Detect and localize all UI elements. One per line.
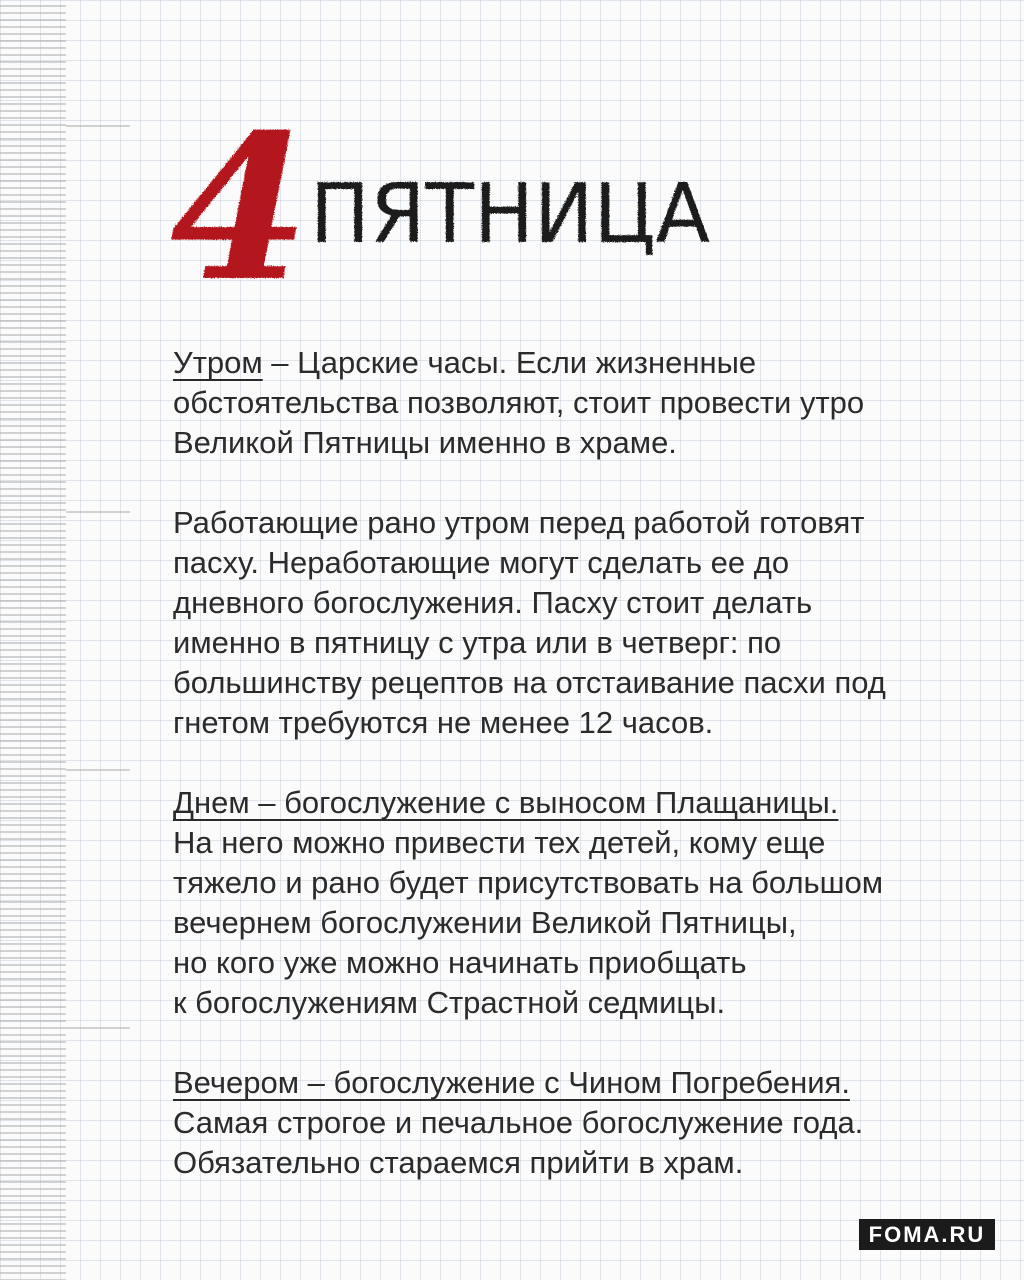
text-span: большинству рецептов на отстаивание пасхи под <box>173 665 886 700</box>
text-span: Самая строгое и печальное богослужение года. <box>173 1105 864 1140</box>
paragraph <box>173 1063 1003 1183</box>
text-span: к богослужениям Страстной седмицы. <box>173 985 726 1020</box>
text-line <box>173 1103 1003 1143</box>
text-span: обстоятельства позволяют, стоит провести утро <box>173 385 865 420</box>
text-line <box>173 903 1003 943</box>
underlined-heading: Вечером – богослужение с Чином Погребения. <box>173 1065 850 1100</box>
text-line <box>173 623 1003 663</box>
header-lettering <box>170 91 770 326</box>
ruler-tick <box>66 769 130 771</box>
text-line <box>173 423 1003 463</box>
text-span: пасху. Неработающие могут сделать ее до <box>173 545 790 580</box>
underlined-heading: Днем – богослужение с выносом Плащаницы. <box>173 785 839 820</box>
text-line <box>173 783 1003 823</box>
text-span: Обязательно стараемся прийти в храм. <box>173 1145 744 1180</box>
paragraph <box>173 783 1003 1023</box>
text-line <box>173 503 1003 543</box>
text-line <box>173 943 1003 983</box>
text-line <box>173 583 1003 623</box>
text-line <box>173 663 1003 703</box>
main-text <box>173 343 1003 1183</box>
text-span: тяжело и рано будет присутствовать на большом <box>173 865 884 900</box>
site-logo: FOMA.RU <box>859 1219 995 1250</box>
text-line <box>173 343 1003 383</box>
text-line <box>173 543 1003 583</box>
text-line <box>173 863 1003 903</box>
ruler-tick <box>66 511 130 513</box>
text-span: дневного богослужения. Пасху стоит делать <box>173 585 813 620</box>
ruler-tick <box>66 125 130 127</box>
day-title: ПЯТНИЦА <box>310 167 710 262</box>
underlined-heading: Утром <box>173 345 263 380</box>
text-line <box>173 383 1003 423</box>
text-line <box>173 983 1003 1023</box>
ruler-tick <box>66 1027 130 1029</box>
text-line <box>173 823 1003 863</box>
text-span: вечернем богослужении Великой Пятницы, <box>173 905 797 940</box>
text-span: – Царские часы. Если жизненные <box>262 345 757 380</box>
paragraph <box>173 503 1003 743</box>
text-line <box>173 1143 1003 1183</box>
text-span: Работающие рано утром перед работой готовят <box>173 505 865 540</box>
text-span: На него можно привести тех детей, кому еще <box>173 825 826 860</box>
text-span: гнетом требуются не менее 12 часов. <box>173 705 714 740</box>
text-span: именно в пятницу с утра или в четверг: по <box>173 625 782 660</box>
day-number: 4 <box>170 91 310 326</box>
text-span: но кого уже можно начинать приобщать <box>173 945 747 980</box>
text-span: Великой Пятницы именно в храме. <box>173 425 677 460</box>
paragraph <box>173 343 1003 463</box>
text-line <box>173 1063 1003 1103</box>
page-header <box>170 91 770 326</box>
notebook-ruler-lines <box>0 0 66 1280</box>
text-line <box>173 703 1003 743</box>
